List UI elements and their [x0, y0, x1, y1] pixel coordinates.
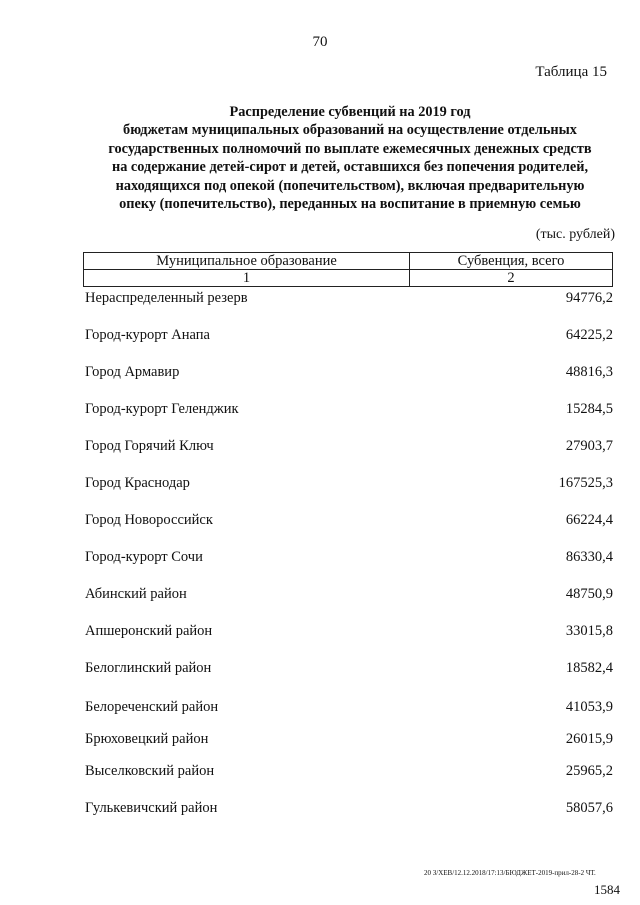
title-line: государственных полномочий по выплате ежемесячных денежных средств — [108, 140, 592, 157]
municipality-name: Город Новороссийск — [85, 512, 213, 528]
table-row — [83, 325, 613, 345]
table-row — [83, 729, 613, 749]
municipality-name: Апшеронский район — [85, 623, 213, 639]
table-row — [83, 399, 613, 419]
column-number-2: 2 — [410, 270, 613, 287]
subvention-value: 25965,2 — [565, 763, 613, 779]
table-row — [83, 547, 613, 567]
table-row — [83, 473, 613, 493]
subvention-value: 48750,9 — [565, 586, 613, 602]
document-title — [70, 103, 630, 213]
subvention-value: 94776,2 — [565, 290, 613, 306]
page-number: 70 — [312, 34, 328, 50]
table-row — [83, 584, 613, 604]
municipality-name: Город Горячий Ключ — [85, 438, 214, 454]
header-subvention: Субвенция, всего — [410, 253, 613, 270]
table-row — [83, 621, 613, 641]
municipality-name: Город-курорт Анапа — [85, 327, 210, 343]
subvention-value: 41053,9 — [565, 699, 613, 715]
subvention-value: 58057,6 — [565, 800, 613, 816]
footer-code: 20 З/ХЕВ/12.12.2018/17:13/БЮДЖЕТ-2019-прил-28-2 ЧТ. — [424, 869, 596, 877]
title-line: на содержание детей-сирот и детей, оставшихся без попечения родителей, — [111, 159, 589, 176]
municipality-name: Белоглинский район — [85, 660, 212, 676]
subvention-value: 48816,3 — [565, 364, 613, 380]
sheet-number: 1584 — [594, 882, 620, 897]
municipality-name: Город-курорт Сочи — [85, 549, 203, 565]
municipality-name: Гулькевичский район — [85, 800, 218, 816]
municipality-name: Абинский район — [85, 586, 187, 602]
subvention-value: 33015,8 — [565, 623, 613, 639]
subvention-value: 167525,3 — [558, 475, 613, 491]
table-row — [83, 658, 613, 678]
title-line: бюджетам муниципальных образований на осуществление отдельных — [123, 122, 577, 139]
table-row — [83, 761, 613, 781]
subvention-value: 66224,4 — [565, 512, 613, 528]
table-row — [83, 510, 613, 530]
column-number-row — [84, 270, 613, 287]
title-line: Распределение субвенций на 2019 год — [229, 104, 471, 120]
table-row — [83, 362, 613, 382]
header-row — [84, 253, 613, 270]
subvention-value: 18582,4 — [565, 660, 613, 676]
subvention-value: 64225,2 — [565, 327, 613, 343]
table-row — [83, 798, 613, 818]
header-municipality: Муниципальное образование — [84, 253, 410, 270]
subvention-value: 26015,9 — [565, 731, 613, 747]
title-line: опеку (попечительство), переданных на воспитание в приемную семью — [119, 196, 581, 213]
municipality-name: Выселковский район — [85, 763, 215, 779]
subvention-value: 27903,7 — [565, 438, 613, 454]
municipality-name: Белореченский район — [85, 699, 219, 715]
subvention-value: 15284,5 — [565, 401, 613, 417]
table-label: Таблица 15 — [535, 64, 607, 80]
column-number-1: 1 — [84, 270, 410, 287]
municipality-name: Нераспределенный резерв — [85, 290, 248, 306]
subvention-value: 86330,4 — [565, 549, 613, 565]
table-row — [83, 436, 613, 456]
municipality-name: Город Армавир — [85, 364, 180, 380]
table-header — [83, 252, 613, 287]
table-row — [83, 697, 613, 717]
title-line: находящихся под опекой (попечительством), включая предварительную — [115, 177, 585, 194]
municipality-name: Брюховецкий район — [85, 731, 209, 747]
municipality-name: Город-курорт Геленджик — [85, 401, 239, 417]
units-label: (тыс. рублей) — [535, 227, 615, 242]
table-row — [83, 288, 613, 308]
municipality-name: Город Краснодар — [85, 475, 190, 491]
